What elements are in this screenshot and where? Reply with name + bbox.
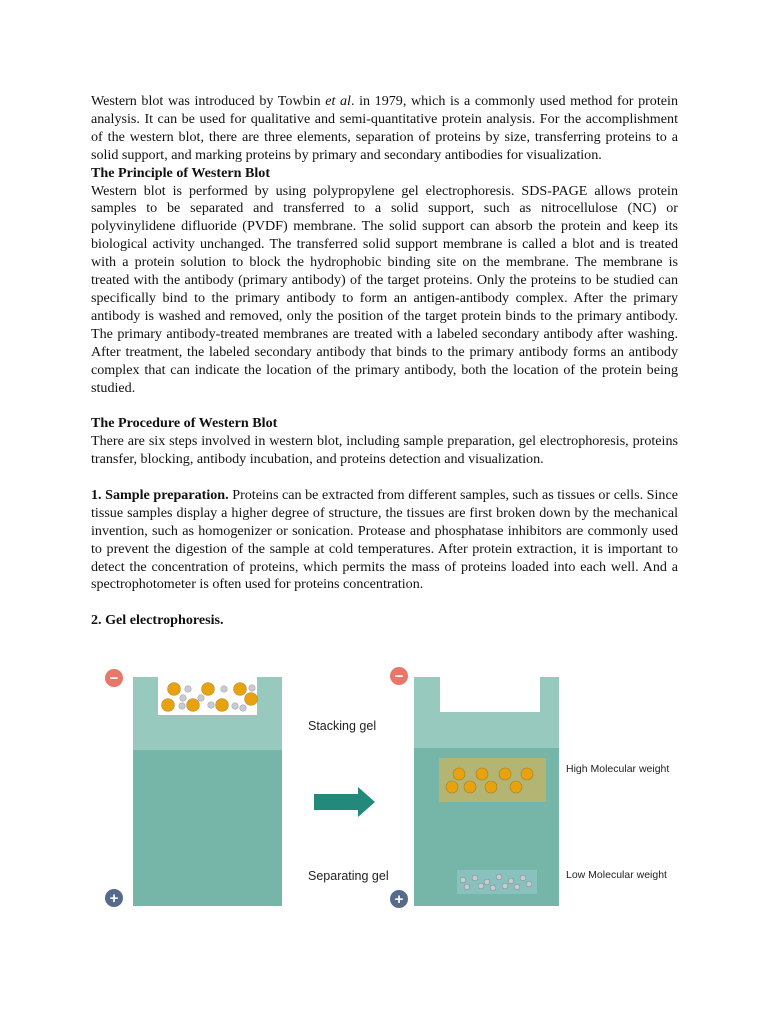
large-protein [162, 699, 175, 712]
arrow-icon [314, 787, 375, 817]
low-mw-label: Low Molecular weight [566, 869, 667, 881]
procedure-heading: The Procedure of Western Blot [91, 415, 278, 432]
step1-body: Proteins can be extracted from different samples, such as tissues or cells. Since tissue samples display a higher degree of structure, the tissues are first broken down by the mechanical invention, such as homogenizer or sonication. Protease and phosphatase inhibitors are commonly used to prevent the digestion of the sample at cold temperatures. After protein extraction, it is important to detect the concentration of proteins, which permits the mass of proteins loaded into each well. And a spectrophotometer is often used for proteins concentration. [91, 486, 678, 593]
positive-symbol-right: + [394, 891, 404, 908]
large-protein [245, 693, 258, 706]
negative-symbol-left: − [109, 670, 119, 687]
stacking-gel-label: Stacking gel [308, 719, 377, 733]
large-protein [521, 768, 533, 780]
large-protein [446, 781, 458, 793]
left-negative-electrode [105, 669, 123, 687]
right-positive-electrode [390, 890, 408, 908]
right-negative-electrode [390, 667, 408, 685]
large-protein [499, 768, 511, 780]
small-protein [464, 884, 470, 890]
principle-heading: The Principle of Western Blot [91, 164, 271, 181]
negative-symbol-right: − [394, 668, 404, 685]
small-protein [502, 883, 508, 889]
small-protein [520, 875, 526, 881]
small-protein [484, 879, 490, 885]
step1-title: 1. Sample preparation. [91, 486, 229, 503]
small-protein [185, 686, 192, 693]
large-protein [202, 683, 215, 696]
procedure-paragraph: There are six steps involved in western blot, including sample preparation, gel electrophoresis, proteins transfer, blocking, antibody incubation, and proteins detection and visualization. [91, 433, 678, 468]
left-positive-electrode [105, 889, 123, 907]
document-body [91, 93, 678, 630]
large-protein [476, 768, 488, 780]
large-protein [216, 699, 229, 712]
intro-paragraph [91, 93, 678, 165]
small-protein [478, 883, 484, 889]
small-protein [460, 877, 466, 883]
right-stacking-gel [414, 677, 559, 748]
small-protein [179, 703, 186, 710]
small-protein [180, 695, 187, 702]
small-protein [508, 878, 514, 884]
small-protein [526, 881, 532, 887]
large-protein [485, 781, 497, 793]
small-protein [198, 695, 205, 702]
intro-text-1: Western blot was introduced by Towbin [91, 93, 326, 109]
small-protein [490, 885, 496, 891]
large-protein [168, 683, 181, 696]
high-mw-band [439, 758, 546, 802]
intro-italic: et al [325, 93, 351, 109]
positive-symbol-left: + [109, 890, 119, 907]
small-protein [514, 884, 520, 890]
right-gel [414, 677, 559, 906]
principle-paragraph: Western blot is performed by using polypropylene gel electrophoresis. SDS-PAGE allows protein samples to be separated and transferred to a solid support, such as nitrocellulose (NC) or polyvinylidene difluoride (PVDF) membrane. The solid support can absorb the protein and keep its biological activity unchanged. The transferred solid support membrane is called a blot and is treated with a protein solution to block the hydrophobic binding site on the membrane. The membrane is treated with the antibody (primary antibody) of the target proteins. Only the proteins to be studied can specifically bind to the primary antibody to form an antigen-antibody complex. After the primary antibody is washed and removed, only the position of the target protein binds to the primary antibody. The primary antibody-treated membranes are treated with a labeled secondary antibody after washing. After treatment, the labeled secondary antibody that binds to the primary antibody forms an antibody complex that can indicate the location of the primary antibody, both the location of the protein being studied. [91, 182, 678, 396]
high-mw-label: High Molecular weight [566, 763, 670, 775]
large-protein [510, 781, 522, 793]
large-protein [464, 781, 476, 793]
gel-electrophoresis-figure [100, 660, 700, 920]
separating-gel-label: Separating gel [308, 869, 389, 883]
intro-text-2: . in 1979, which is a commonly used method for protein analysis. It can be used for qualitative and semi-quantitative protein analysis. For the accomplishment of the western blot, there are three elements, separation of proteins by size, transferring proteins to a solid support, and marking proteins by primary and secondary antibodies for visualization. [91, 93, 678, 163]
left-separating-gel [133, 750, 282, 906]
large-protein [187, 699, 200, 712]
large-protein [453, 768, 465, 780]
step1-paragraph [91, 487, 678, 594]
small-protein [249, 685, 256, 692]
small-protein [240, 705, 247, 712]
small-protein [221, 686, 228, 693]
left-gel [133, 677, 282, 906]
low-mw-band [457, 870, 537, 894]
small-protein [496, 874, 502, 880]
large-protein [234, 683, 247, 696]
small-protein [208, 702, 215, 709]
small-protein [472, 875, 478, 881]
small-protein [232, 703, 239, 710]
step2-title: 2. Gel electrophoresis. [91, 612, 224, 629]
